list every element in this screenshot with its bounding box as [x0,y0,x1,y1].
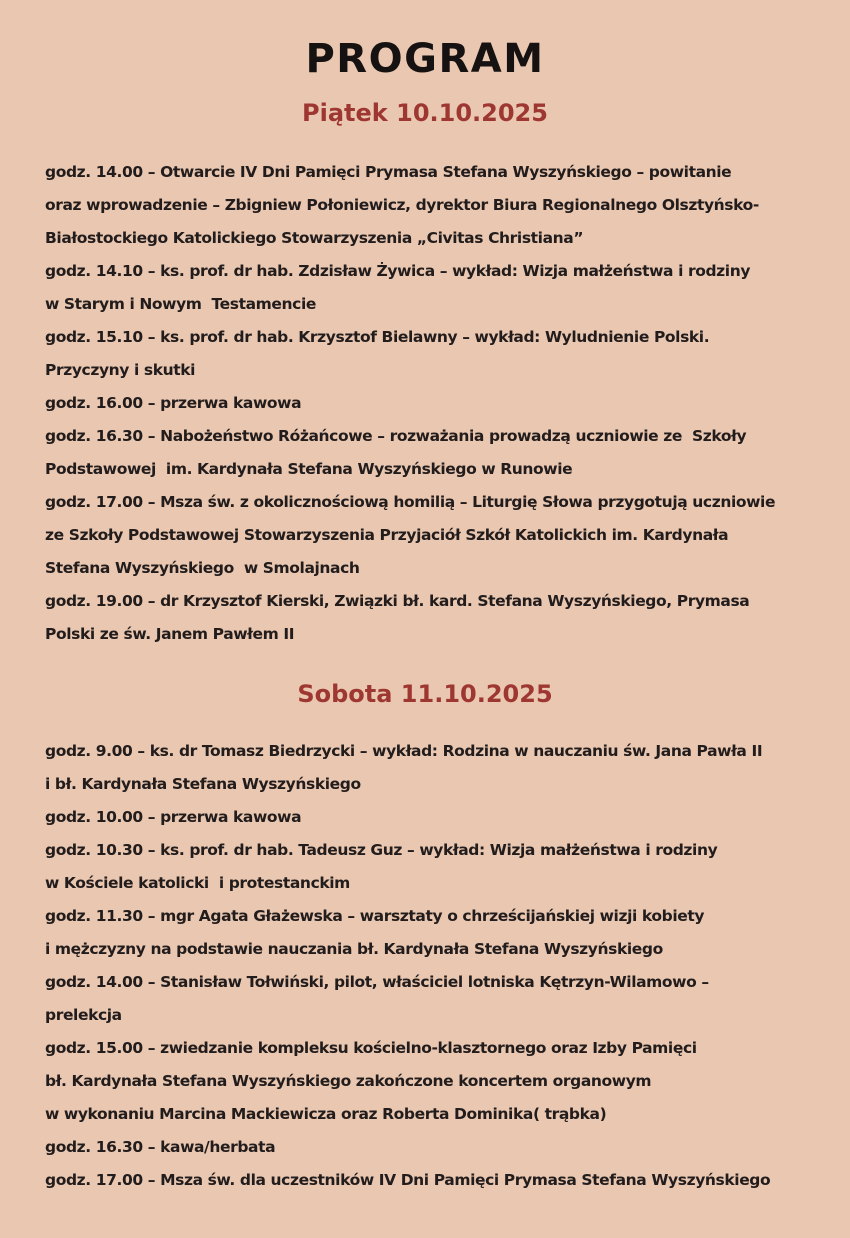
program-line: w wykonaniu Marcina Mackiewicza oraz Roberta Dominika( trąbka) [45,1105,607,1123]
program-line: godz. 16.00 – przerwa kawowa [45,394,302,412]
section-friday [0,100,850,651]
program-line: godz. 14.00 – Stanisław Tołwiński, pilot, właściciel lotniska Kętrzyn-Wilamowo – [45,973,709,991]
program-line: Podstawowej im. Kardynała Stefana Wyszyńskiego w Runowie [45,460,573,478]
friday-schedule [0,156,850,651]
saturday-schedule [0,735,850,1197]
program-line: godz. 16.30 – kawa/herbata [45,1138,276,1156]
program-line: bł. Kardynała Stefana Wyszyńskiego zakończone koncertem organowym [45,1072,652,1090]
program-line: godz. 16.30 – Nabożeństwo Różańcowe – rozważania prowadzą uczniowie ze Szkoły [45,427,747,445]
program-line: godz. 17.00 – Msza św. z okolicznościową homilią – Liturgię Słowa przygotują uczniowie [45,493,776,511]
program-line: Przyczyny i skutki [45,361,196,379]
program-line: godz. 19.00 – dr Krzysztof Kierski, Związki bł. kard. Stefana Wyszyńskiego, Prymasa [45,592,750,610]
program-line: godz. 14.00 – Otwarcie IV Dni Pamięci Prymasa Stefana Wyszyńskiego – powitanie [45,163,732,181]
program-line: prelekcja [45,1006,122,1024]
program-line: godz. 9.00 – ks. dr Tomasz Biedrzycki – wykład: Rodzina w nauczaniu św. Jana Pawła II [45,742,763,760]
program-line: Białostockiego Katolickiego Stowarzyszenia „Civitas Christiana” [45,229,584,247]
program-line: godz. 17.00 – Msza św. dla uczestników IV Dni Pamięci Prymasa Stefana Wyszyńskiego [45,1171,771,1189]
program-line: i mężczyzny na podstawie nauczania bł. Kardynała Stefana Wyszyńskiego [45,940,663,958]
program-line: i bł. Kardynała Stefana Wyszyńskiego [45,775,361,793]
section-saturday [0,681,850,1197]
program-line: godz. 10.00 – przerwa kawowa [45,808,302,826]
program-line: Polski ze św. Janem Pawłem II [45,625,295,643]
program-line: godz. 11.30 – mgr Agata Głażewska – warsztaty o chrześcijańskiej wizji kobiety [45,907,705,925]
day-heading-friday: Piątek 10.10.2025 [302,99,548,127]
program-line: godz. 15.00 – zwiedzanie kompleksu kościelno-klasztornego oraz Izby Pamięci [45,1039,697,1057]
program-line: w Kościele katolicki i protestanckim [45,874,350,892]
day-heading-saturday: Sobota 11.10.2025 [297,680,553,708]
program-line: Stefana Wyszyńskiego w Smolajnach [45,559,360,577]
program-line: oraz wprowadzenie – Zbigniew Połoniewicz, dyrektor Biura Regionalnego Olsztyńsko- [45,196,759,214]
program-line: godz. 10.30 – ks. prof. dr hab. Tadeusz Guz – wykład: Wizja małżeństwa i rodziny [45,841,718,859]
program-line: w Starym i Nowym Testamencie [45,295,316,313]
program-line: ze Szkoły Podstawowej Stowarzyszenia Przyjaciół Szkół Katolickich im. Kardynała [45,526,729,544]
page-title: PROGRAM [305,36,545,82]
program-poster [0,36,850,1238]
program-line: godz. 14.10 – ks. prof. dr hab. Zdzisław Żywica – wykład: Wizja małżeństwa i rodziny [45,262,751,280]
program-line: godz. 15.10 – ks. prof. dr hab. Krzysztof Bielawny – wykład: Wyludnienie Polski. [45,328,710,346]
